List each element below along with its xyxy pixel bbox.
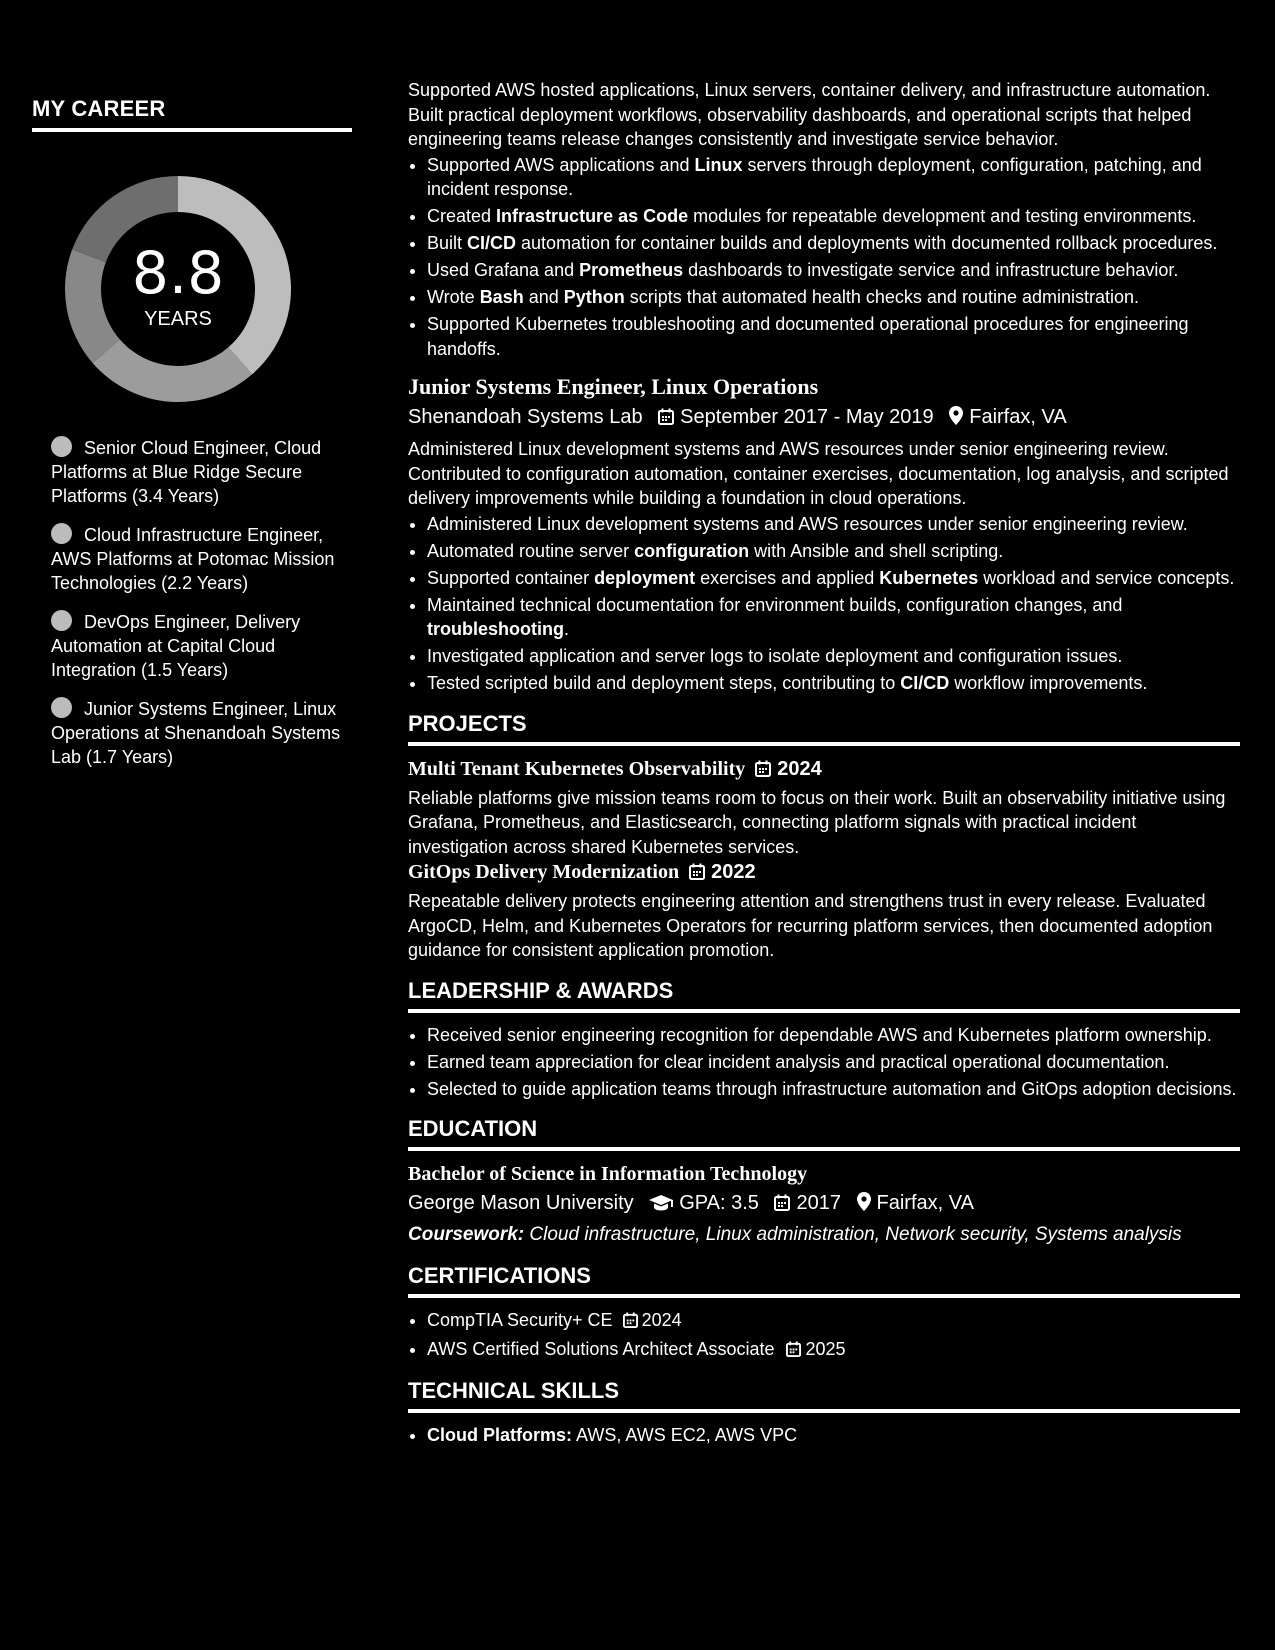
career-legend — [51, 436, 341, 784]
leadership-list — [427, 1023, 1240, 1102]
project-item — [408, 756, 1240, 860]
leadership-heading: LEADERSHIP & AWARDS — [408, 977, 1240, 1013]
legend-label: Junior Systems Engineer, Linux Operations at Shenandoah Systems Lab (1.7 Years) — [51, 699, 341, 767]
skill-value: AWS, AWS EC2, AWS VPC — [576, 1425, 798, 1445]
calendar-icon — [755, 758, 771, 784]
certification-year: 2024 — [641, 1309, 682, 1330]
list-item: • Supported container deployment exercises and applied Kubernetes workload and service concepts. — [427, 566, 1240, 591]
legend-item — [51, 436, 341, 508]
list-item: • Investigated application and server logs to isolate deployment and configuration issues. — [427, 644, 1240, 669]
list-item: • Wrote Bash and Python scripts that automated health checks and routine administration. — [427, 285, 1240, 310]
list-item: • Maintained technical documentation for environment builds, configuration changes, and troubleshooting. — [427, 593, 1240, 642]
calendar-icon — [623, 1310, 638, 1335]
project-title: Multi Tenant Kubernetes Observability — [408, 757, 746, 780]
certification-name: CompTIA Security+ CE — [427, 1309, 613, 1330]
project-year: 2022 — [711, 861, 756, 883]
calendar-icon — [774, 1191, 790, 1219]
career-sidebar — [32, 96, 352, 767]
legend-label: Senior Cloud Engineer, Cloud Platforms at Blue Ridge Secure Platforms (3.4 Years) — [51, 438, 322, 506]
list-item: • Administered Linux development systems and AWS resources under senior engineering review. — [427, 512, 1240, 537]
list-item: • Supported AWS applications and Linux servers through deployment, configuration, patching, and incident response. — [427, 153, 1240, 202]
education-location: Fairfax, VA — [876, 1192, 974, 1214]
project-description: Reliable platforms give mission teams room to focus on their work. Built an observability initiative using Grafana, Prometheus, and Elasticsearch, connecting platform signals with practical incident investigation across shared Kubernetes services. — [408, 787, 1226, 857]
coursework-list: Cloud infrastructure, Linux administration, Network security, Systems analysis — [529, 1224, 1182, 1245]
list-item: • Selected to guide application teams through infrastructure automation and GitOps adoption decisions. — [427, 1077, 1240, 1102]
school-name: George Mason University — [408, 1192, 634, 1214]
project-title: GitOps Delivery Modernization — [408, 861, 680, 883]
certification-year: 2025 — [805, 1338, 846, 1359]
previous-role-bullets — [427, 153, 1240, 362]
education-meta — [408, 1189, 1240, 1219]
skill-item — [427, 1423, 1240, 1448]
certifications-list — [427, 1308, 1240, 1364]
total-years-unit: YEARS — [144, 308, 212, 330]
career-donut-chart — [65, 176, 291, 402]
calendar-icon — [658, 405, 674, 433]
education-heading: EDUCATION — [408, 1115, 1240, 1151]
project-year: 2024 — [777, 757, 822, 780]
role-meta — [408, 403, 1240, 433]
calendar-icon — [786, 1339, 801, 1364]
skill-label: Cloud Platforms: — [427, 1425, 573, 1445]
projects-heading: PROJECTS — [408, 710, 1240, 746]
graduation-cap-icon — [649, 1191, 673, 1219]
certifications-heading: CERTIFICATIONS — [408, 1262, 1240, 1298]
main-column — [408, 78, 1240, 1450]
legend-dot-icon — [51, 523, 72, 544]
list-item: • Earned team appreciation for clear incident analysis and practical operational documentation. — [427, 1050, 1240, 1075]
role-bullets — [427, 512, 1240, 696]
legend-item — [51, 697, 341, 769]
role-title: Junior Systems Engineer, Linux Operations — [408, 374, 819, 399]
coursework-label: Coursework: — [408, 1224, 525, 1245]
legend-item — [51, 523, 341, 595]
donut-segment — [93, 339, 252, 402]
previous-role-summary: Supported AWS hosted applications, Linux servers, container delivery, and infrastructure automation. Built practical deployment workflows, observability dashboards, and operational scripts that helped engineering teams release changes consistently and investigate service behavior. — [408, 80, 1211, 149]
legend-dot-icon — [51, 697, 72, 718]
legend-dot-icon — [51, 436, 72, 457]
list-item: • Created Infrastructure as Code modules for repeatable development and testing environments. — [427, 204, 1240, 229]
gpa: GPA: 3.5 — [679, 1192, 759, 1214]
coursework — [408, 1223, 1240, 1248]
role-dates: September 2017 - May 2019 — [680, 406, 934, 428]
list-item: • Built CI/CD automation for container builds and deployments with documented rollback procedures. — [427, 231, 1240, 256]
project-description: Repeatable delivery protects engineering attention and strengthens trust in every release. Evaluated ArgoCD, Helm, and Kubernetes Operators for recurring platform services, then documented adoption guidance for consistent application promotion. — [408, 891, 1213, 960]
certification-name: AWS Certified Solutions Architect Associate — [427, 1338, 775, 1359]
list-item: • Used Grafana and Prometheus dashboards to investigate service and infrastructure behavior. — [427, 258, 1240, 283]
legend-label: DevOps Engineer, Delivery Automation at Capital Cloud Integration (1.5 Years) — [51, 612, 301, 680]
role-summary: Administered Linux development systems and AWS resources under senior engineering review. Contributed to configuration automation, container exercises, documentation, log analysis, and scripted delivery improvements while building a foundation in cloud operations. — [408, 439, 1229, 508]
calendar-icon — [689, 861, 705, 887]
skills-heading: TECHNICAL SKILLS — [408, 1377, 1240, 1413]
location-pin-icon — [949, 405, 963, 433]
total-years-value: 8.8 — [131, 239, 225, 307]
list-item: • Supported Kubernetes troubleshooting and documented operational procedures for engineering handoffs. — [427, 312, 1240, 361]
legend-label: Cloud Infrastructure Engineer, AWS Platforms at Potomac Mission Technologies (2.2 Years) — [51, 525, 335, 593]
list-item: • Received senior engineering recognition for dependable AWS and Kubernetes platform ownership. — [427, 1023, 1240, 1048]
certification-item — [427, 1337, 1240, 1364]
graduation-year: 2017 — [796, 1192, 841, 1214]
skills-list — [427, 1423, 1240, 1448]
legend-item — [51, 610, 341, 682]
list-item: • Tested scripted build and deployment steps, contributing to CI/CD workflow improvements. — [427, 671, 1240, 696]
degree-title: Bachelor of Science in Information Technology — [408, 1163, 808, 1185]
career-heading: MY CAREER — [32, 96, 352, 132]
project-item — [408, 859, 1240, 963]
role-location: Fairfax, VA — [969, 406, 1067, 428]
list-item: • Automated routine server configuration with Ansible and shell scripting. — [427, 539, 1240, 564]
location-pin-icon — [857, 1191, 871, 1219]
legend-dot-icon — [51, 610, 72, 631]
certification-item — [427, 1308, 1240, 1335]
company-name: Shenandoah Systems Lab — [408, 406, 643, 428]
